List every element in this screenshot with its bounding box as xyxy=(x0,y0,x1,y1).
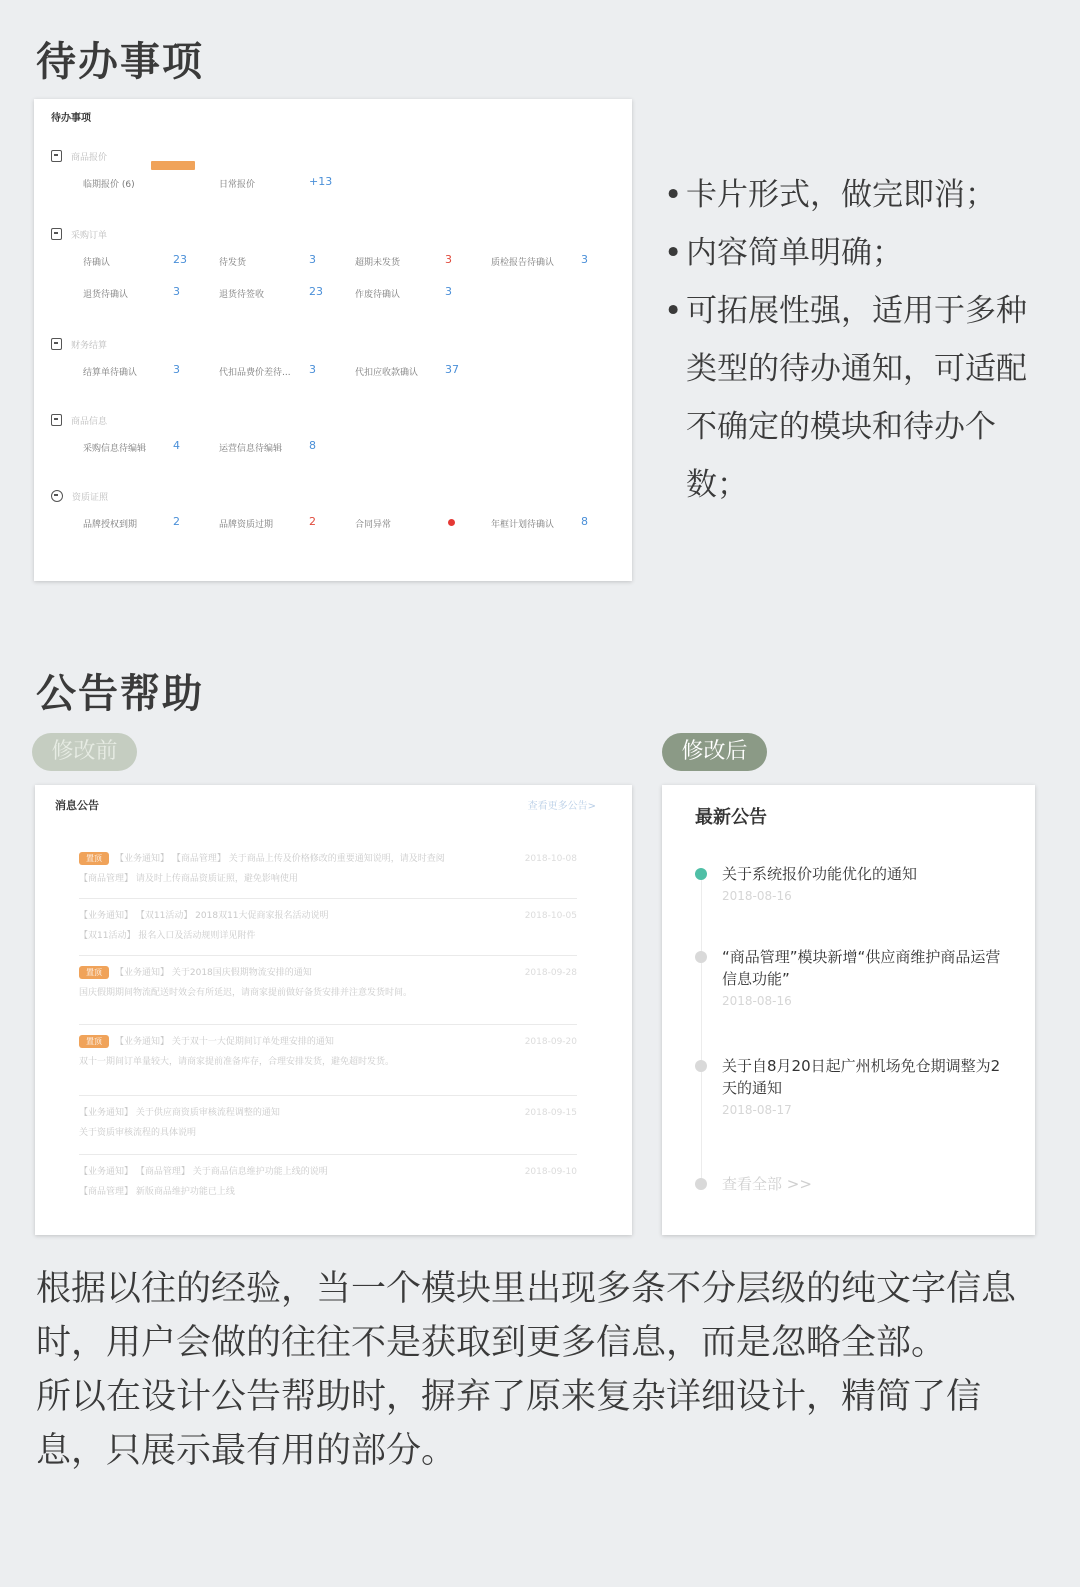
todo-item-count: 23 xyxy=(309,285,323,298)
notice-title-text: 【业务通知】 【商品管理】 关于商品上传及价格修改的重要通知说明，请及时查阅 xyxy=(115,854,445,864)
notice-date: 2018-09-10 xyxy=(524,1167,577,1177)
timeline-dot xyxy=(695,1178,707,1190)
notice-row[interactable] xyxy=(79,906,577,946)
todo-item-label: 质检报告待确认 xyxy=(491,258,555,268)
todo-group-header xyxy=(51,489,621,503)
notice-title-text: 【业务通知】 关于供应商资质审核流程调整的通知 xyxy=(79,1108,280,1118)
notice-divider xyxy=(79,1024,577,1025)
summary-paragraph: 所以在设计公告帮助时，摒弃了原来复杂详细设计，精简了信息，只展示最有用的部分。 xyxy=(36,1377,982,1471)
notice-summary: 关于资质审核流程的具体说明 xyxy=(79,1128,197,1138)
todo-item-label: 作废待确认 xyxy=(355,290,401,300)
todo-item-count: 8 xyxy=(309,439,316,452)
todo-item[interactable] xyxy=(83,175,195,191)
pinned-tag: 置顶 xyxy=(79,852,109,865)
todo-item[interactable] xyxy=(83,285,195,301)
bullet-item: • 可拓展性强，适用于多种类型的待办通知，可适配不确定的模块和待办个数； xyxy=(664,282,1044,514)
todo-item[interactable] xyxy=(355,515,467,531)
before-badge: 修改前 xyxy=(32,733,137,771)
todo-item-label: 合同异常 xyxy=(355,520,392,530)
section-heading-notice: 公告帮助 xyxy=(36,671,204,717)
group-icon xyxy=(51,150,62,162)
todo-item[interactable] xyxy=(355,253,467,269)
timeline-line xyxy=(701,873,702,1183)
notice-summary: 【双11活动】 报名入口及活动规则详见附件 xyxy=(79,931,256,941)
after-badge: 修改后 xyxy=(662,733,767,771)
todo-item-count: 3 xyxy=(309,253,316,266)
notice-summary: 国庆假期期间物流配送时效会有所延迟，请商家提前做好备货安排并注意发货时间。 xyxy=(79,988,413,998)
todo-group-title: 采购订单 xyxy=(71,230,108,241)
group-icon xyxy=(51,490,63,502)
todo-item[interactable] xyxy=(355,285,467,301)
feature-bullets xyxy=(664,166,1044,514)
todo-item-label: 采购信息待编辑 xyxy=(83,444,147,454)
notice-title-text: 【业务通知】 【双11活动】 2018双11大促商家报名活动说明 xyxy=(79,911,329,921)
todo-item-count: +13 xyxy=(309,175,333,188)
todo-item[interactable] xyxy=(219,515,331,531)
todo-item-label: 年框计划待确认 xyxy=(491,520,555,530)
notice-title xyxy=(79,1162,577,1182)
announcement-date: 2018-08-16 xyxy=(722,994,792,1008)
notice-date: 2018-09-28 xyxy=(524,968,577,978)
notice-title-text: 【业务通知】 关于2018国庆假期物流安排的通知 xyxy=(115,968,312,978)
todo-item[interactable] xyxy=(219,253,331,269)
todo-item[interactable] xyxy=(219,363,331,379)
bullet-item: • 卡片形式，做完即消； xyxy=(664,166,1044,224)
notice-title xyxy=(79,1032,577,1052)
alert-dot xyxy=(448,519,455,526)
timeline-dot xyxy=(695,868,707,880)
bullet-item: • 内容简单明确； xyxy=(664,224,1044,282)
todo-item-count: 3 xyxy=(445,253,452,266)
announcement-date: 2018-08-17 xyxy=(722,1103,792,1117)
todo-item-count: 3 xyxy=(173,285,180,298)
notice-divider xyxy=(79,1095,577,1096)
notice-title xyxy=(79,849,577,869)
notice-row[interactable] xyxy=(79,1103,577,1143)
todo-group xyxy=(51,337,621,378)
group-icon xyxy=(51,338,62,350)
view-more-link[interactable]: 查看更多公告> xyxy=(527,801,596,812)
todo-item-label: 日常报价 xyxy=(219,180,256,190)
todo-group-title: 资质证照 xyxy=(72,492,109,503)
todo-item-label: 代扣应收款确认 xyxy=(355,368,419,378)
group-icon xyxy=(51,414,62,426)
todo-item-label: 品牌授权到期 xyxy=(83,520,138,530)
todo-item[interactable] xyxy=(219,285,331,301)
todo-group-header xyxy=(51,227,621,241)
todo-item-label: 结算单待确认 xyxy=(83,368,138,378)
summary-text xyxy=(36,1262,1046,1478)
todo-item-count: 8 xyxy=(581,515,588,528)
todo-group-header xyxy=(51,337,621,351)
summary-paragraph: 根据以往的经验，当一个模块里出现多条不分层级的纯文字信息时，用户会做的往往不是获取到更多信息，而是忽略全部。 xyxy=(36,1269,1017,1363)
pinned-tag: 置顶 xyxy=(79,1035,109,1048)
group-icon xyxy=(51,228,62,240)
todo-item-label: 运营信息待编辑 xyxy=(219,444,283,454)
notice-summary: 双十一期间订单量较大，请商家提前准备库存，合理安排发货，避免超时发货。 xyxy=(79,1057,395,1067)
notice-date: 2018-09-15 xyxy=(524,1108,577,1118)
notice-title xyxy=(79,1103,577,1123)
todo-item-count: 4 xyxy=(173,439,180,452)
view-all-link[interactable]: 查看全部 >> xyxy=(722,1175,812,1193)
todo-group-title: 商品报价 xyxy=(71,152,108,163)
todo-card xyxy=(34,99,632,581)
todo-item-count: 37 xyxy=(445,363,459,376)
todo-item[interactable] xyxy=(83,363,195,379)
after-card-title: 最新公告 xyxy=(695,807,767,828)
todo-item-count: 2 xyxy=(309,515,316,528)
todo-group xyxy=(51,413,621,454)
notice-date: 2018-09-20 xyxy=(524,1037,577,1047)
todo-item[interactable] xyxy=(83,253,195,269)
announcement-title: “商品管理”模块新增“供应商维护商品运营信息功能” xyxy=(722,948,1001,988)
notice-date: 2018-10-08 xyxy=(524,854,577,864)
todo-group-header xyxy=(51,149,621,163)
notice-divider xyxy=(79,898,577,899)
section-heading-todo: 待办事项 xyxy=(36,39,204,85)
announcement-title: 关于自8月20日起广州机场免仓期调整为2天的通知 xyxy=(722,1057,1001,1097)
notice-summary: 【商品管理】 请及时上传商品资质证照，避免影响使用 xyxy=(79,874,298,884)
highlight-bar xyxy=(151,161,195,170)
pinned-tag: 置顶 xyxy=(79,966,109,979)
todo-item-label: 待发货 xyxy=(219,258,247,268)
todo-item[interactable] xyxy=(83,515,195,531)
todo-item-label: 待确认 xyxy=(83,258,111,268)
todo-item-label: 品牌资质过期 xyxy=(219,520,274,530)
notice-title-text: 【业务通知】 关于双十一大促期间订单处理安排的通知 xyxy=(115,1037,334,1047)
todo-group xyxy=(51,149,621,190)
notice-date: 2018-10-05 xyxy=(524,911,577,921)
todo-item[interactable] xyxy=(83,439,195,455)
todo-item-label: 临期报价 (6) xyxy=(83,180,135,190)
before-card-title: 消息公告 xyxy=(55,799,99,812)
todo-card-title: 待办事项 xyxy=(51,113,91,124)
todo-item[interactable] xyxy=(491,253,603,269)
todo-group xyxy=(51,227,621,300)
announcement-date: 2018-08-16 xyxy=(722,889,792,903)
todo-group xyxy=(51,489,621,530)
todo-item-count: 3 xyxy=(309,363,316,376)
notice-summary: 【商品管理】 新版商品维护功能已上线 xyxy=(79,1187,235,1197)
after-notice-card xyxy=(662,785,1035,1235)
todo-item-count: 3 xyxy=(173,363,180,376)
todo-item-count: 3 xyxy=(581,253,588,266)
notice-row[interactable] xyxy=(79,963,577,1003)
todo-item-count: 23 xyxy=(173,253,187,266)
todo-item[interactable] xyxy=(491,515,603,531)
notice-title-text: 【业务通知】 【商品管理】 关于商品信息维护功能上线的说明 xyxy=(79,1167,328,1177)
todo-item[interactable] xyxy=(355,363,467,379)
todo-item-label: 超期未发货 xyxy=(355,258,401,268)
notice-divider xyxy=(79,1154,577,1155)
notice-row[interactable] xyxy=(79,1032,577,1072)
notice-row[interactable] xyxy=(79,849,577,889)
notice-title xyxy=(79,906,577,926)
todo-item-label: 退货待确认 xyxy=(83,290,129,300)
todo-group-title: 商品信息 xyxy=(71,416,108,427)
todo-item-count: 2 xyxy=(173,515,180,528)
notice-divider xyxy=(79,955,577,956)
todo-item[interactable] xyxy=(219,175,331,191)
todo-item-count: 3 xyxy=(445,285,452,298)
timeline-dot xyxy=(695,951,707,963)
todo-group-title: 财务结算 xyxy=(71,340,108,351)
before-notice-card xyxy=(35,785,632,1235)
todo-item-label: 退货待签收 xyxy=(219,290,265,300)
notice-row[interactable] xyxy=(79,1162,577,1202)
todo-item-label: 代扣品费价差待... xyxy=(219,368,291,378)
todo-group-header xyxy=(51,413,621,427)
notice-title xyxy=(79,963,577,983)
timeline-dot xyxy=(695,1060,707,1072)
announcement-title: 关于系统报价功能优化的通知 xyxy=(722,865,918,883)
todo-item[interactable] xyxy=(219,439,331,455)
